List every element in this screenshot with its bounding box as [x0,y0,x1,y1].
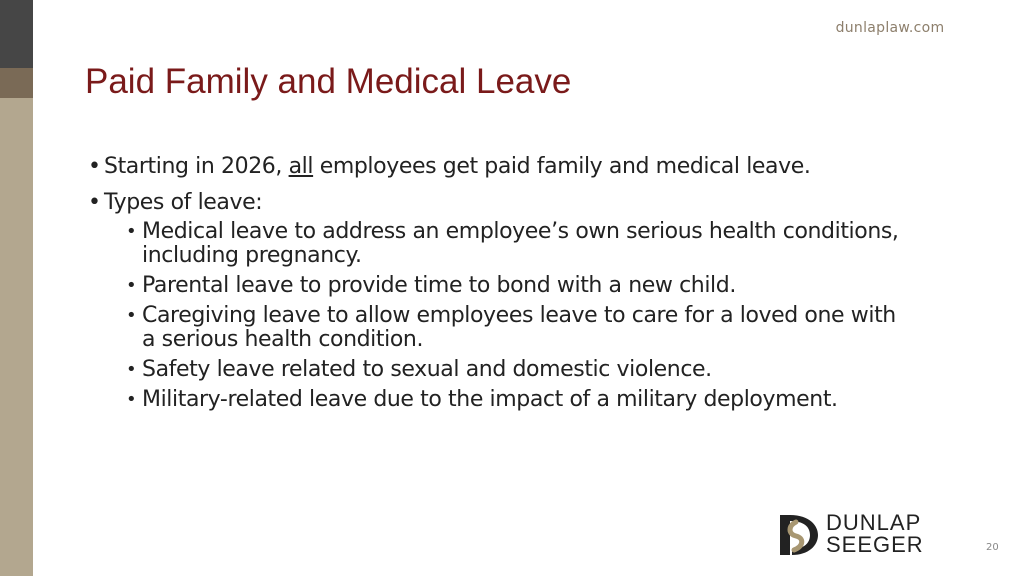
logo-line2: SEEGER [826,532,924,557]
site-url: dunlaplaw.com [835,20,945,36]
logo-line1: DUNLAP [826,510,922,535]
bullet-text: Types of leave: [104,190,263,215]
sub-bullet-line: Parental leave to provide time to bond with a new child. [142,273,736,298]
company-logo [776,512,956,558]
sub-bullet-item [126,358,968,382]
slide-title: Paid Family and Medical Leave [85,62,572,101]
sub-bullet-line: a serious health condition. [142,327,424,352]
sidebar-decoration [0,0,33,576]
sidebar-bottom-band [0,98,33,576]
sub-bullet-item [126,220,968,268]
bullet-item [88,188,968,218]
bullet-text-start: Starting in 2026, [104,154,289,179]
sidebar-middle-band [0,68,33,98]
sub-bullet-item [126,304,968,352]
ds-monogram-icon [776,512,820,558]
logo-wordmark [826,512,924,556]
sub-bullet-line: Safety leave related to sexual and domestic violence. [142,357,712,382]
sub-bullet-list [88,220,968,412]
sub-bullet-line: Caregiving leave to allow employees leave to care for a loved one with [142,303,896,328]
sub-bullet-line: Medical leave to address an employee’s own serious health conditions, [142,219,899,244]
sub-bullet-item [126,274,968,298]
bullet-item [88,152,968,182]
sub-bullet-line: including pregnancy. [142,243,362,268]
sub-bullet-item [126,388,968,412]
bullet-text-end: employees get paid family and medical leave. [313,154,811,179]
page-number: 20 [986,542,999,553]
slide-content [88,152,968,418]
sidebar-top-band [0,0,33,68]
sub-bullet-line: Military-related leave due to the impact of a military deployment. [142,387,838,412]
bullet-text-emphasis: all [288,154,314,179]
